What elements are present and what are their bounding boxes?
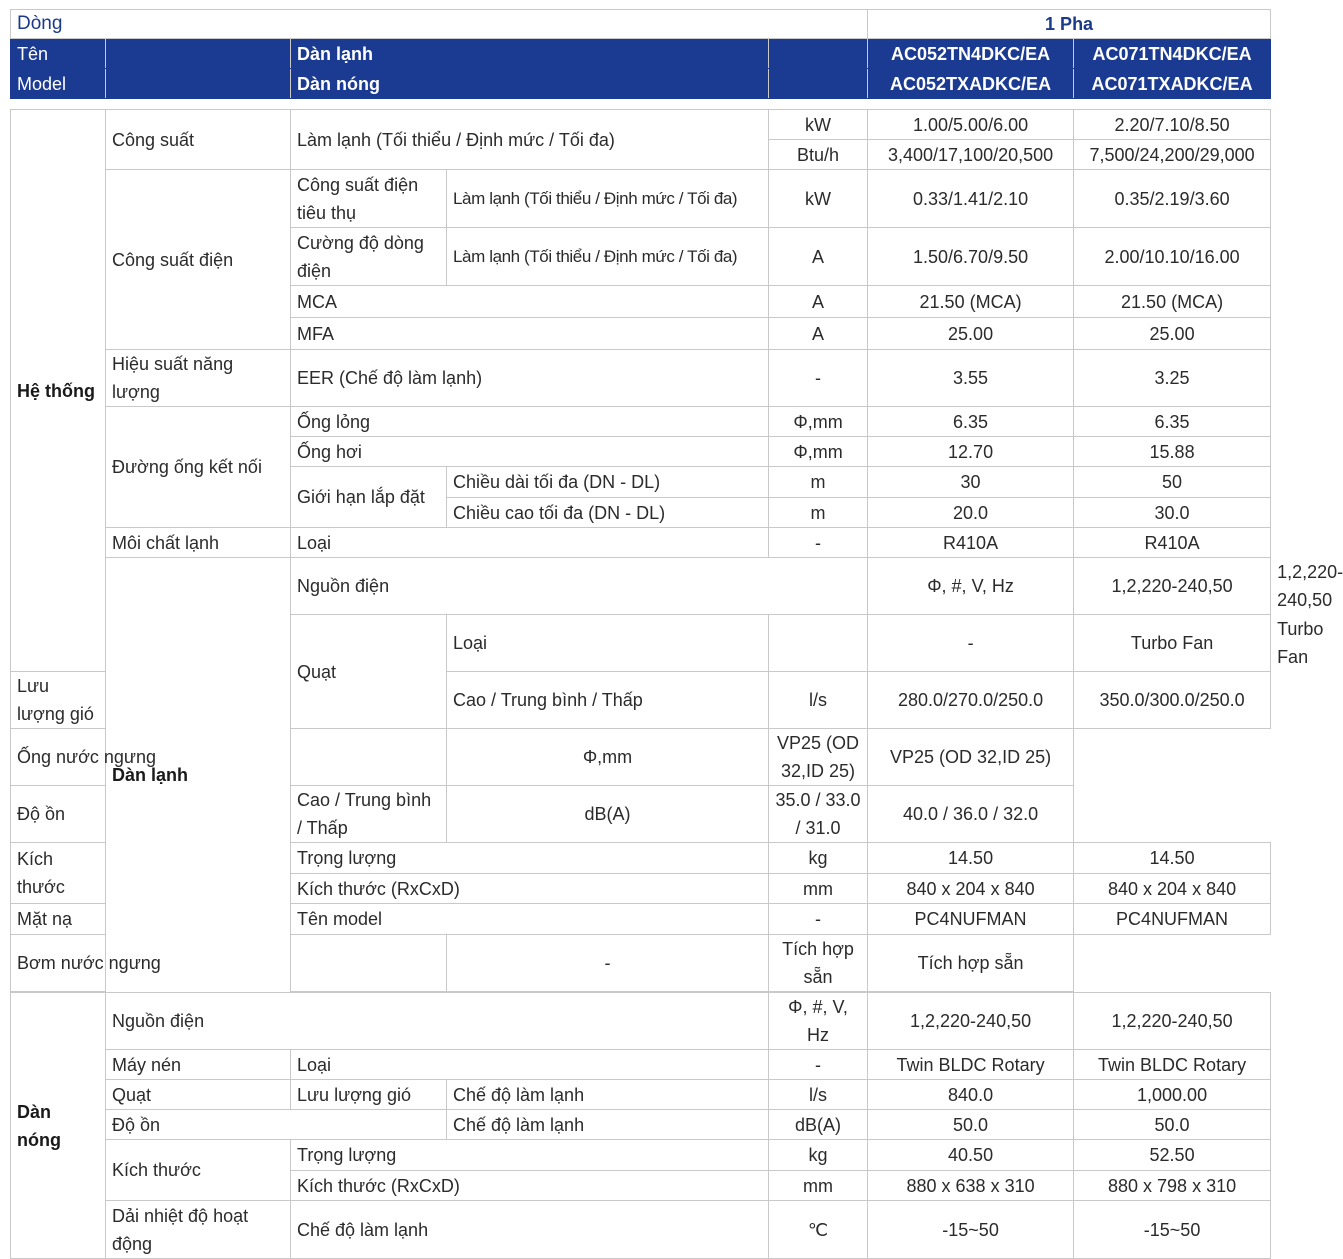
- value-cell: 6.35: [868, 407, 1074, 437]
- row-label: Cao / Trung bình / Thấp: [447, 672, 769, 729]
- unit: -: [769, 350, 868, 407]
- value-cell: 30.0: [1074, 498, 1271, 528]
- series-label: Dòng: [11, 10, 868, 39]
- model-label: Model: [11, 69, 106, 99]
- row-label: Chế độ làm lạnh: [447, 1080, 769, 1110]
- row-label: Chế độ làm lạnh: [447, 1110, 769, 1140]
- value-cell: 2.20/7.10/8.50: [1074, 110, 1271, 140]
- unit: Btu/h: [769, 140, 868, 170]
- row-label: EER (Chế độ làm lạnh): [291, 350, 769, 407]
- value-cell: 840 x 204 x 840: [1074, 874, 1271, 904]
- model-1-indoor: AC052TN4DKC/EA: [868, 39, 1074, 69]
- table-row: [11, 1110, 1271, 1140]
- section-system: Hệ thống: [11, 110, 106, 672]
- row-label: MCA: [291, 286, 769, 318]
- row-label: Kích thước (RxCxD): [291, 1171, 769, 1201]
- row-label: Máy nén: [106, 1050, 291, 1080]
- outdoor-header-label: Dàn nóng: [291, 69, 769, 99]
- series-row: [11, 10, 1271, 39]
- value-cell: 0.33/1.41/2.10: [868, 170, 1074, 228]
- unit: m: [769, 467, 868, 498]
- ten-label: Tên: [11, 39, 106, 69]
- value-cell: 880 x 638 x 310: [868, 1171, 1074, 1201]
- unit: kW: [769, 170, 868, 228]
- unit: ℃: [769, 1201, 868, 1259]
- row-label: Công suất điện: [106, 170, 291, 350]
- value-cell: PC4NUFMAN: [868, 904, 1074, 935]
- row-label: Quạt: [291, 615, 447, 729]
- row-label: Môi chất lạnh: [106, 528, 291, 558]
- row-label: Dải nhiệt độ hoạt động: [106, 1201, 291, 1259]
- row-label: Nguồn điện: [106, 993, 769, 1050]
- table-row: [11, 110, 1271, 140]
- table-row: [11, 1201, 1271, 1259]
- unit: -: [769, 528, 868, 558]
- phase-label: 1 Pha: [868, 10, 1271, 39]
- value-cell: 30: [868, 467, 1074, 498]
- value-cell: -15~50: [868, 1201, 1074, 1259]
- row-label: Ống lỏng: [291, 407, 769, 437]
- row-label: Độ ồn: [106, 1110, 447, 1140]
- model-header-row-1: [11, 39, 1271, 69]
- row-label: Làm lạnh (Tối thiểu / Định mức / Tối đa): [447, 170, 769, 228]
- row-label: Trọng lượng: [291, 1140, 769, 1171]
- row-label: Loại: [447, 615, 769, 672]
- row-label: Hiệu suất năng lượng: [106, 350, 291, 407]
- value-cell: -15~50: [1074, 1201, 1271, 1259]
- row-label: Kích thước: [106, 1140, 291, 1201]
- table-row: [11, 935, 1271, 992]
- model-header-row-2: [11, 69, 1271, 99]
- row-label: Ống hơi: [291, 437, 769, 467]
- unit: Φ, #, V, Hz: [769, 993, 868, 1050]
- value-cell: 840 x 204 x 840: [868, 874, 1074, 904]
- value-cell: 12.70: [868, 437, 1074, 467]
- unit: -: [769, 904, 868, 935]
- unit: -: [868, 615, 1074, 672]
- value-cell: Twin BLDC Rotary: [868, 1050, 1074, 1080]
- row-label: Độ ồn: [11, 786, 291, 843]
- value-cell: 50: [1074, 467, 1271, 498]
- table-row: [11, 1080, 1271, 1110]
- value-cell: 350.0/300.0/250.0: [1074, 672, 1271, 729]
- row-label: Tên model: [291, 904, 769, 935]
- unit: -: [769, 1050, 868, 1080]
- unit: l/s: [769, 1080, 868, 1110]
- row-label: Chiều cao tối đa (DN - DL): [447, 498, 769, 528]
- row-label: Làm lạnh (Tối thiểu / Định mức / Tối đa): [291, 110, 769, 170]
- value-cell: 15.88: [1074, 437, 1271, 467]
- value-cell: 35.0 / 33.0 / 31.0: [769, 786, 868, 843]
- value-cell: 2.00/10.10/16.00: [1074, 228, 1271, 286]
- value-cell: 3.25: [1074, 350, 1271, 407]
- row-label: Loại: [291, 1050, 769, 1080]
- unit: mm: [769, 1171, 868, 1201]
- table-row: [11, 528, 1271, 558]
- value-cell: Turbo Fan: [1074, 615, 1271, 672]
- row-label: Mặt nạ: [11, 904, 106, 935]
- unit: dB(A): [769, 1110, 868, 1140]
- unit: Φ,mm: [447, 729, 769, 786]
- table-row: [11, 1050, 1271, 1080]
- value-cell: 40.50: [868, 1140, 1074, 1171]
- row-label: Chế độ làm lạnh: [291, 1201, 769, 1259]
- row-label: Cao / Trung bình / Thấp: [291, 786, 447, 843]
- value-cell: 1.00/5.00/6.00: [868, 110, 1074, 140]
- value-cell: Tích hợp sẵn: [868, 935, 1074, 992]
- unit: l/s: [769, 672, 868, 729]
- table-row: [11, 786, 1271, 843]
- row-label: Cường độ dòng điện: [291, 228, 447, 286]
- model-1-outdoor: AC052TXADKC/EA: [868, 69, 1074, 99]
- row-label: Đường ống kết nối: [106, 407, 291, 528]
- row-label: Trọng lượng: [291, 843, 769, 874]
- section-indoor: Dàn lạnh: [106, 558, 291, 993]
- unit: kg: [769, 843, 868, 874]
- unit: kg: [769, 1140, 868, 1171]
- value-cell: 20.0: [868, 498, 1074, 528]
- row-label: Lưu lượng gió: [291, 1080, 447, 1110]
- value-cell: R410A: [868, 528, 1074, 558]
- row-label: Giới hạn lắp đặt: [291, 467, 447, 528]
- value-cell: 1,2,220-240,50: [1074, 993, 1271, 1050]
- value-cell: 50.0: [1074, 1110, 1271, 1140]
- row-label: Làm lạnh (Tối thiểu / Định mức / Tối đa): [447, 228, 769, 286]
- value-cell: Twin BLDC Rotary: [1074, 1050, 1271, 1080]
- value-cell: 840.0: [868, 1080, 1074, 1110]
- value-cell: 25.00: [1074, 318, 1271, 350]
- value-cell: 3,400/17,100/20,500: [868, 140, 1074, 170]
- value-cell: 280.0/270.0/250.0: [868, 672, 1074, 729]
- unit: kW: [769, 110, 868, 140]
- unit: A: [769, 228, 868, 286]
- value-cell: 14.50: [868, 843, 1074, 874]
- value-cell: 52.50: [1074, 1140, 1271, 1171]
- value-cell: PC4NUFMAN: [1074, 904, 1271, 935]
- value-cell: 25.00: [868, 318, 1074, 350]
- unit: Φ,mm: [769, 407, 868, 437]
- value-cell: VP25 (OD 32,ID 25): [769, 729, 868, 786]
- section-outdoor: Dàn nóng: [11, 993, 106, 1259]
- table-row: Dàn lạnh Nguồn điện Φ, #, V, Hz 1,2,220-240,50 1,2,220-240,50: [11, 558, 1271, 615]
- unit: m: [769, 498, 868, 528]
- model-2-outdoor: AC071TXADKC/EA: [1074, 69, 1271, 99]
- row-label: MFA: [291, 318, 769, 350]
- value-cell: 0.35/2.19/3.60: [1074, 170, 1271, 228]
- table-row: Quạt Loại - Turbo Fan Turbo Fan: [11, 615, 1271, 672]
- row-label: Quạt: [106, 1080, 291, 1110]
- row-label: Công suất điện tiêu thụ: [291, 170, 447, 228]
- value-cell: 50.0: [868, 1110, 1074, 1140]
- table-row: [11, 170, 1271, 228]
- row-label: Lưu lượng gió: [11, 672, 106, 729]
- spec-table: [10, 9, 1343, 1259]
- unit: A: [769, 318, 868, 350]
- row-label: Kích thước (RxCxD): [291, 874, 769, 904]
- value-cell: 7,500/24,200/29,000: [1074, 140, 1271, 170]
- value-cell: 1,000.00: [1074, 1080, 1271, 1110]
- unit: dB(A): [447, 786, 769, 843]
- table-row: [11, 1140, 1271, 1171]
- row-label: Nguồn điện: [291, 558, 868, 615]
- indoor-header-label: Dàn lạnh: [291, 39, 769, 69]
- value-cell: VP25 (OD 32,ID 25): [868, 729, 1074, 786]
- value-cell: 880 x 798 x 310: [1074, 1171, 1271, 1201]
- unit: Φ, #, V, Hz: [868, 558, 1074, 615]
- value-cell: 14.50: [1074, 843, 1271, 874]
- value-cell: 21.50 (MCA): [1074, 286, 1271, 318]
- value-cell: 6.35: [1074, 407, 1271, 437]
- table-row: [11, 729, 1271, 786]
- unit: -: [447, 935, 769, 992]
- value-cell: 40.0 / 36.0 / 32.0: [868, 786, 1074, 843]
- unit: A: [769, 286, 868, 318]
- value-cell: 1.50/6.70/9.50: [868, 228, 1074, 286]
- row-label: Công suất: [106, 110, 291, 170]
- value-cell: Tích hợp sẵn: [769, 935, 868, 992]
- row-label: Loại: [291, 528, 769, 558]
- table-row: [11, 350, 1271, 407]
- value-cell: 3.55: [868, 350, 1074, 407]
- table-row: [11, 407, 1271, 437]
- row-label: Chiều dài tối đa (DN - DL): [447, 467, 769, 498]
- value-cell: 21.50 (MCA): [868, 286, 1074, 318]
- row-label: Bơm nước ngưng: [11, 935, 447, 992]
- row-label: Ống nước ngưng: [11, 729, 447, 786]
- value-cell: 1,2,220-240,50: [868, 993, 1074, 1050]
- unit: Φ,mm: [769, 437, 868, 467]
- row-label: Kích thước: [11, 843, 106, 904]
- value-cell: 1,2,220-240,50: [1074, 558, 1271, 615]
- unit: mm: [769, 874, 868, 904]
- table-row: [11, 993, 1271, 1050]
- model-2-indoor: AC071TN4DKC/EA: [1074, 39, 1271, 69]
- value-cell: R410A: [1074, 528, 1271, 558]
